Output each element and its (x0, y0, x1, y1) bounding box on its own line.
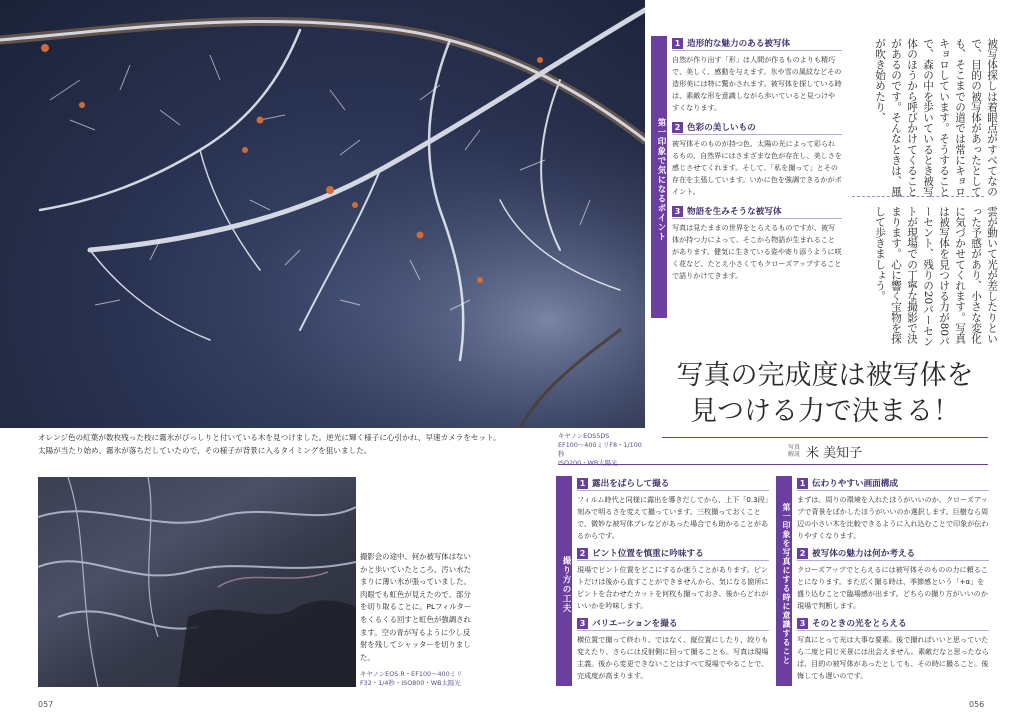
point-number: 2 (672, 122, 683, 133)
point-title: ピント位置を慎重に吟味する (592, 549, 704, 559)
page-number-right: 056 (969, 700, 985, 709)
section1-point-2 (672, 120, 842, 198)
point-number: 1 (797, 478, 808, 489)
point-title: 造形的な魅力のある被写体 (687, 39, 791, 49)
author-label: 写真 解説 (788, 444, 801, 458)
point-body: 写真は見たままの世界をとらえるものですが、被写体が持つ力によって、そこから物語が生まれることがあります。健気に生きている姿や寄り添うように咲く花など、たとえ小さくてもクローズアップすることで語りかけてきます。 (672, 223, 842, 280)
main-photo-specs (558, 432, 648, 468)
point-number: 3 (577, 618, 588, 629)
section1-label: 第一印象で気になるポイント (651, 36, 667, 318)
section1-point-3 (672, 204, 842, 282)
ice-spec-camera: キヤノンEOS R・EF100〜400ミリ (360, 670, 463, 678)
point-body: フィルム時代と同様に露出を導きだしてから、上下「0.3段」刻みで明るさを変えて撮っています。三枚撮っておくことで、微妙な被写体ブレなどがあった場合でも助かることがあるからです。 (577, 495, 769, 540)
ice-spec-settings: F32・1/4秒・ISO800・WB太陽光 (360, 679, 461, 687)
point-title: 伝わりやすい画面構成 (812, 479, 898, 489)
author-rule (558, 464, 988, 465)
section2-point-1-heading (577, 476, 769, 491)
point-body: 横位置で撮って終わり、ではなく、縦位置にしたり、絞りも変えたり、さらには反射側に回って撮ることも。写真は現場主義。後から変更できないことはすべて現場でやることで、完成度が高まります。 (577, 635, 769, 680)
section2-point-2-heading (577, 546, 769, 561)
point-number: 1 (672, 38, 683, 49)
point-title: 色彩の美しいもの (687, 123, 756, 133)
ice-puddle-image (38, 477, 356, 687)
frost-branches-photo (0, 0, 645, 428)
main-photo-caption: オレンジ色の紅葉が数枚残った枝に霧氷がびっしりと付いている木を見つけました。逆光に輝く様子に心引かれ、早速カメラをセット。太陽が当たり始め、霧氷が落ちだしていたので、その様子が背景に入るタイミングを狙いました。 (38, 433, 501, 455)
point-body: クローズアップでとらえるには被写体そのものの力に頼ることになります。また広く撮る時は、季節感という「+α」を盛り込むことで臨場感が出ます。どちらの撮り方がいいのか現場で判断します。 (797, 565, 988, 610)
point-title: 被写体の魅力は何か考える (812, 549, 916, 559)
ice-photo-caption: 撮影会の途中、何か被写体はないかと歩いていたところ、汚い水たまりに薄い氷が張っていました。肉眼でも虹色が見えたので、部分を切り取ることに。PLフィルターをくるくる回すと虹色が強調されます。空の青が写るように少し反射を残してシャッターを切りました。 (360, 552, 472, 662)
point-number: 3 (672, 206, 683, 217)
ice-photo-specs (360, 670, 472, 688)
frost-branches-image (0, 0, 645, 428)
section3-point-1 (797, 476, 989, 542)
author-name: 米 美知子 (806, 446, 863, 461)
section3-point-1-heading (797, 476, 989, 491)
essay-text-1: 被写体探しは着眼点がすべてなので、目的の被写体があったとしても、そこまでの道では常にキョロキョロしています。そうすることで、森の中を歩いているとき被写体のほうから呼びかけてくることがあるのです。そんなときは、風が吹き始めたり、 (874, 38, 998, 197)
point-title: バリエーションを撮る (592, 619, 678, 629)
point-body: まずは、周りの環境を入れたほうがいいのか、クローズアップで背景をぼかしたほうがいいのか選択します。巨樹なら周辺の小さい木を比較できるように入れ込むことで印象が伝わりやすくなります。 (797, 495, 989, 540)
section1-point-1 (672, 36, 842, 114)
spec-camera: キヤノンEOS5DS (558, 432, 610, 440)
article-title (660, 358, 990, 430)
section1-point-3-heading (672, 204, 842, 219)
section2-label: 撮り方の工夫 (556, 476, 572, 686)
point-body: 写真にとって光は大事な要素。後で撮ればいいと思っていたら二度と同じ光景には出会えません。素敵だなと思ったならば、目的の被写体があったとしても、その時に撮ること。後悔しても遅いのです。 (797, 635, 989, 680)
section3-point-2 (797, 546, 989, 612)
point-body: 被写体そのものが持つ色、太陽の光によって彩られるもの、自然界にはさまざまな色が存在し、美しさを感じさせてくれます。そして、「私を撮って」とその存在を主張しています。いかに色を強調できるかがポイント。 (672, 139, 842, 196)
title-line-1: 写真の完成度は被写体を (676, 360, 974, 391)
section2-point-3-heading (577, 616, 769, 631)
section3-label: 第一印象を写真にする時に意識すること (776, 476, 792, 686)
point-title: 露出をばらして撮る (592, 479, 670, 489)
point-number: 3 (797, 618, 808, 629)
section3-points (797, 476, 989, 682)
spec-lens: EF100〜400ミリF8・1/100秒 (558, 441, 642, 458)
point-body: 現場でピント位置をどこにするか迷うことがあります。ピントだけは後から直すことができませんから、気になる箇所にピントを合わせたカットを何枚も撮っておき、後からどれがいいかを吟味します。 (577, 565, 769, 610)
title-rule (662, 437, 988, 438)
ice-puddle-photo (38, 477, 356, 687)
point-number: 2 (577, 548, 588, 559)
essay-divider (852, 196, 984, 197)
essay-text-2: 雲が動いて光が差したりといった予感があり、小さな変化に気づかせてくれます。写真は被写体を見つける力が80パーセント、残りの20パーセントが現場での丁寧な撮影で決まります。心に響く宝物を探して歩きましょう。 (874, 206, 998, 347)
point-title: 物語を生みそうな被写体 (687, 207, 782, 217)
point-title: そのときの光をとらえる (812, 619, 907, 629)
title-line-2: 見つける力で決まる！ (690, 396, 960, 427)
spec-iso: ISO200・WB太陽光 (558, 459, 618, 467)
point-body: 自然が作り出す「形」は人間が作るものよりも精巧で、美しく、感動を与えます。氷や雪の風紋などその造形美には特に驚かされます。被写体を探している時は、素敵な形を意識しながら歩いていると見つけやすくなります。 (672, 55, 842, 112)
section2-points (577, 476, 769, 682)
point-number: 2 (797, 548, 808, 559)
point-number: 1 (577, 478, 588, 489)
section2-point-1 (577, 476, 769, 542)
section1-point-1-heading (672, 36, 842, 51)
section3-point-3-heading (797, 616, 989, 631)
section2-point-3 (577, 616, 769, 682)
page-number-left: 057 (38, 700, 54, 709)
section1-point-2-heading (672, 120, 842, 135)
section3-point-3 (797, 616, 989, 682)
section2-point-2 (577, 546, 769, 612)
section3-point-2-heading (797, 546, 989, 561)
section1-points (672, 36, 842, 282)
